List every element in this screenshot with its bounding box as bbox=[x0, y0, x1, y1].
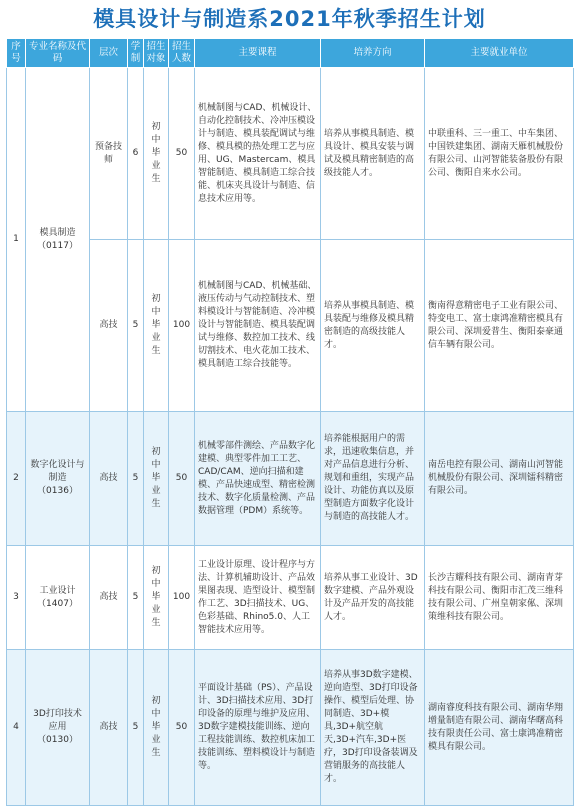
courses-cell: 工业设计原理、设计程序与方法、计算机辅助设计、产品效果图表现、造型设计、模型制作工艺、3D扫描技术、UG、色彩基础、Rhino5.0、人工智能技术应用等。 bbox=[195, 546, 321, 650]
row-index: 3 bbox=[7, 546, 26, 650]
count-cell: 100 bbox=[169, 546, 195, 650]
target-cell bbox=[144, 240, 169, 412]
level-cell: 高技 bbox=[90, 412, 128, 546]
direction-cell: 培养能根据用户的需求，迅速收集信息，并对产品信息进行分析、规划和重组，实现产品设计、功能仿真以及原型制造方面数字化设计与制造的高技能人才。 bbox=[321, 412, 425, 546]
level-cell: 高技 bbox=[90, 240, 128, 412]
target-text: 初中毕业生 bbox=[151, 122, 161, 184]
years-cell: 5 bbox=[128, 650, 144, 806]
target-cell bbox=[144, 412, 169, 546]
table-header-row bbox=[7, 39, 574, 68]
count-cell: 50 bbox=[169, 68, 195, 240]
header-major: 专业名称及代码 bbox=[26, 39, 90, 68]
table-row bbox=[7, 546, 574, 650]
header-index: 序号 bbox=[7, 39, 26, 68]
row-index: 2 bbox=[7, 412, 26, 546]
direction-cell: 培养从事模具制造、模具装配与维修及模具精密制造的高级技能人才。 bbox=[321, 240, 425, 412]
table-row bbox=[7, 412, 574, 546]
major-name: 模具制造 bbox=[39, 227, 76, 238]
employers-cell: 湖南睿度科技有限公司、湖南华翔增量制造有限公司、湖南华曙高科技有限责任公司、富士康鸿准精密模具有限公司。 bbox=[425, 650, 574, 806]
header-level: 层次 bbox=[90, 39, 128, 68]
target-cell bbox=[144, 650, 169, 806]
header-years: 学制 bbox=[128, 39, 144, 68]
table-row bbox=[7, 240, 574, 412]
level-cell: 预备技师 bbox=[90, 68, 128, 240]
target-cell bbox=[144, 546, 169, 650]
level-cell: 高技 bbox=[90, 650, 128, 806]
major-cell bbox=[26, 412, 90, 546]
row-index: 4 bbox=[7, 650, 26, 806]
row-index: 1 bbox=[7, 68, 26, 412]
header-count: 招生人数 bbox=[169, 39, 195, 68]
years-cell: 5 bbox=[128, 546, 144, 650]
enrollment-table bbox=[6, 38, 574, 806]
employers-cell: 长沙吉耀科技有限公司、湖南青芽科技有限公司、衡阳市汇茂三维科技有限公司、广州皇朝家俬、深圳策维科技有限公司。 bbox=[425, 546, 574, 650]
count-cell: 50 bbox=[169, 412, 195, 546]
page-title: 模具设计与制造系2021年秋季招生计划 bbox=[93, 7, 486, 31]
courses-cell: 平面设计基础（PS）、产品设计、3D扫描技术应用、3D打印设备的原理与维护及应用、3D数字建模技能训练、逆向工程技能训练、数控机床加工技能训练、塑料模设计与制造等。 bbox=[195, 650, 321, 806]
years-cell: 6 bbox=[128, 68, 144, 240]
major-name: 工业设计 bbox=[39, 585, 76, 596]
header-employers: 主要就业单位 bbox=[425, 39, 574, 68]
target-cell bbox=[144, 68, 169, 240]
major-cell bbox=[26, 650, 90, 806]
major-cell bbox=[26, 546, 90, 650]
major-name: 数字化设计与制造 bbox=[30, 460, 85, 483]
major-name: 3D打印技术应用 bbox=[33, 709, 82, 732]
count-cell: 100 bbox=[169, 240, 195, 412]
courses-cell: 机械零部件测绘、产品数字化建模、典型零件加工工艺、CAD/CAM、逆向扫描和建模、产品快速成型、精密检测技术、数字化质量检测、产品数据管理（PDM）系统等。 bbox=[195, 412, 321, 546]
employers-cell: 中联重科、三一重工、中车集团、中国铁建集团、湖南天雁机械股份有限公司、山河智能装备股份有限公司、衡阳自来水公司。 bbox=[425, 68, 574, 240]
target-text: 初中毕业生 bbox=[151, 447, 161, 509]
target-text: 初中毕业生 bbox=[151, 696, 161, 758]
table-row bbox=[7, 68, 574, 240]
courses-cell: 机械制图与CAD、机械设计、自动化控制技术、冷冲压模设计与制造、模具装配调试与维修、模具模的热处理工艺与应用、UG、Mastercam、模具智能制造、模具制造工综合技能、机床夹具设计与制造、信息技术应用等。 bbox=[195, 68, 321, 240]
count-cell: 50 bbox=[169, 650, 195, 806]
major-code: （0136） bbox=[37, 486, 78, 496]
direction-cell: 培养从事3D数字建模、逆向造型、3D打印设备操作、模型后处理、协同制造、3D+模具,3D+航空航天,3D+汽车,3D+医疗，3D打印设备装调及营销服务的高技能人才。 bbox=[321, 650, 425, 806]
years-cell: 5 bbox=[128, 240, 144, 412]
years-cell: 5 bbox=[128, 412, 144, 546]
header-target: 招生对象 bbox=[144, 39, 169, 68]
major-code: （0130） bbox=[37, 735, 78, 745]
major-code: （0117） bbox=[37, 240, 78, 251]
employers-cell: 衡南得意精密电子工业有限公司、特变电工、富士康鸿准精密模具有限公司、深圳爱普生、衡阳泰豪通信车辆有限公司。 bbox=[425, 240, 574, 412]
major-cell bbox=[26, 68, 90, 412]
header-direction: 培养方向 bbox=[321, 39, 425, 68]
target-text: 初中毕业生 bbox=[151, 566, 161, 628]
employers-cell: 南岳电控有限公司、湖南山河智能机械股份有限公司、深圳镭科精密有限公司。 bbox=[425, 412, 574, 546]
header-courses: 主要课程 bbox=[195, 39, 321, 68]
courses-cell: 机械制图与CAD、机械基础、液压传动与气动控制技术、塑料模设计与智能制造、冷冲模设计与智能制造、模具装配调试与维修、数控加工技术、线切割技术、电火花加工技术、模具制造工综合技能等。 bbox=[195, 240, 321, 412]
direction-cell: 培养从事工业设计、3D数字建模、产品外观设计及产品开发的高技能人才。 bbox=[321, 546, 425, 650]
level-cell: 高技 bbox=[90, 546, 128, 650]
table-row bbox=[7, 650, 574, 806]
major-code: （1407） bbox=[37, 598, 78, 609]
direction-cell: 培养从事模具制造、模具设计、模具安装与调试及模具精密制造的高级技能人才。 bbox=[321, 68, 425, 240]
target-text: 初中毕业生 bbox=[151, 294, 161, 356]
